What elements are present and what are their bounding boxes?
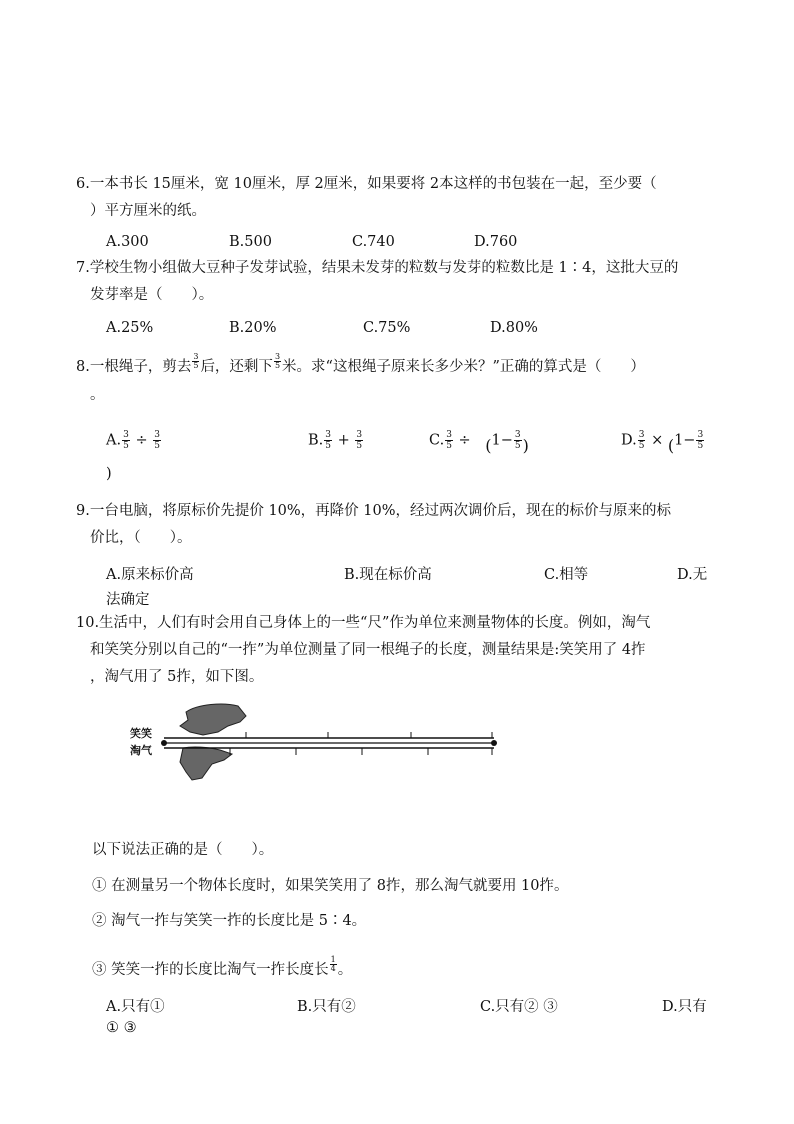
q10-statement-1: ① 在测量另一个物体长度时，如果笑笑用了 8拃，那么淘气就要用 10拃。 [92, 878, 569, 894]
q10-prompt: 以下说法正确的是（ ）。 [92, 842, 274, 858]
q10-line3: ，淘气用了 5拃，如下图。 [90, 669, 264, 685]
q10-option-b: B.只有② [297, 999, 356, 1015]
q6-line1: 6.一本书长 15厘米，宽 10厘米，厚 2厘米，如果要将 2本这样的书包装在一起，至少要（ [76, 176, 657, 192]
q8-option-a: A. $\frac{3}{5}$ ÷ $\frac{3}{5}$ [106, 430, 160, 451]
q7-line1: 7.学校生物小组做大豆种子发芽试验，结果未发芽的粒数与发芽的粒数比是 1∶4，这批大豆的 [76, 260, 679, 276]
q10-option-d-wrap: ① ③ [106, 1020, 137, 1036]
q9-line1: 9.一台电脑，将原标价先提价 10%，再降价 10%，经过两次调价后，现在的标价与原来的标 [76, 503, 672, 519]
q6-option-d: D.760 [474, 234, 518, 250]
figure-label-xiaoxiao: 笑笑 [130, 727, 152, 740]
q10-line2: 和笑笑分别以自己的“一拃”为单位测量了同一根绳子的长度，测量结果是:笑笑用了 4拃 [90, 642, 646, 658]
q7-option-d: D.80% [490, 320, 538, 336]
q10-fraction: $\frac{1}{4}$ [330, 955, 336, 973]
q10-statement-3: ③ 笑笑一拃的长度比淘气一拃长度长 $\frac{1}{4}$ 。 [92, 955, 353, 978]
q10-line1: 10.生活中，人们有时会用自己身体上的一些“尺”作为单位来测量物体的长度。例如，淘气 [76, 615, 651, 631]
q9-option-b: B.现在标价高 [344, 567, 432, 583]
q7-option-a: A.25% [106, 320, 154, 336]
q10-option-a: A.只有① [106, 999, 165, 1015]
q6-option-c: C.740 [352, 234, 395, 250]
rope-end-right [491, 740, 497, 746]
q9-option-d: D.无 [677, 567, 708, 583]
q8-line2: 。 [90, 387, 105, 403]
hand-bottom-icon [180, 747, 232, 780]
question-6 [76, 171, 726, 225]
q8-fraction: $\frac{3}{5}$ [193, 352, 199, 370]
q6-option-b: B.500 [229, 234, 272, 250]
q8-option-d: D. $\frac{3}{5}$ × (1− $\frac{3}{5}$ [621, 430, 704, 455]
question-9 [76, 498, 726, 552]
hand-top-icon [180, 704, 246, 735]
rope-end-left [161, 740, 167, 746]
q8-option-b: B. $\frac{3}{5}$ + $\frac{3}{5}$ [308, 430, 363, 451]
q6-option-a: A.300 [106, 234, 149, 250]
question-10 [76, 610, 726, 691]
q7-option-b: B.20% [229, 320, 277, 336]
q9-line2: 价比，（ ）。 [90, 530, 192, 546]
q8-option-d-wrap: ) [106, 466, 112, 482]
question-7 [76, 255, 726, 309]
rope-diagram [128, 702, 508, 782]
q7-option-c: C.75% [363, 320, 411, 336]
q9-option-a: A.原来标价高 [106, 567, 194, 583]
q8-option-c: C. $\frac{3}{5}$ ÷ (1− $\frac{3}{5}$ ) [429, 430, 529, 455]
q9-option-d-wrap: 法确定 [106, 592, 150, 608]
q10-option-d: D.只有 [662, 999, 707, 1015]
q6-line2: ）平方厘米的纸。 [90, 203, 206, 219]
q10-option-c: C.只有② ③ [480, 999, 558, 1015]
q9-option-c: C.相等 [544, 567, 589, 583]
figure-label-taoqi: 淘气 [130, 744, 152, 757]
q10-statement-2: ② 淘气一拃与笑笑一拃的长度比是 5∶4。 [92, 913, 367, 929]
q8-line1: 8.一根绳子，剪去 $\frac{3}{5}$ 后，还剩下 $\frac{3}{5}$ 米。求“这根绳子原来长多少米？”正确的算式是（ ） [76, 352, 645, 375]
q8-fraction: $\frac{3}{5}$ [274, 352, 281, 370]
question-8 [76, 354, 726, 409]
q7-line2: 发芽率是（ ）。 [90, 287, 214, 303]
